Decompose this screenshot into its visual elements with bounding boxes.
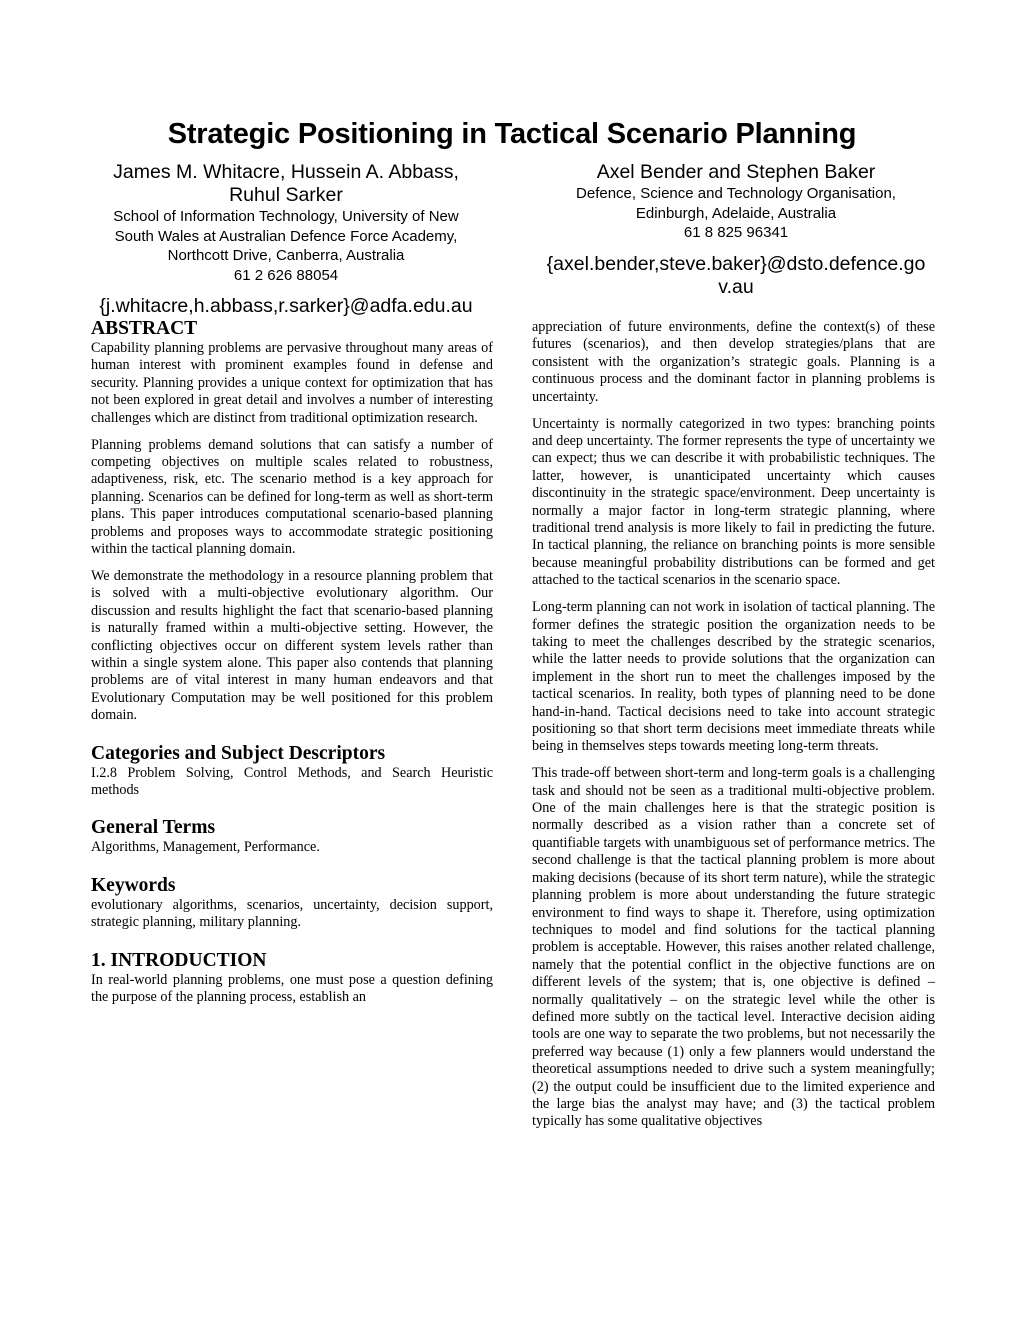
affiliation-line: School of Information Technology, University of New (113, 208, 459, 225)
author-names-line: Axel Bender and Stephen Baker (596, 161, 876, 183)
author-names (84, 161, 488, 207)
email-line: v.au (718, 275, 754, 298)
body-paragraph: Long-term planning can not work in isolation of tactical planning. The former defines the strategic position the organization needs to be taking to meet the challenges described by the strategic scenarios, while the latter needs to provide solutions that the organization can implement in the short run to meet the challenges imposed by the tactical scenarios. In reality, both types of planning need to be done hand-in-hand. Tactical decisions need to take into account strategic positioning so that short term decisions meet immediate threats while being in themselves steps towards meeting long-term threats. (532, 599, 935, 755)
affiliation-line: South Wales at Australian Defence Force Academy, (114, 227, 458, 245)
author-affiliation (84, 207, 488, 285)
body-paragraph: This trade-off between short-term and long-term goals is a challenging task and should not be seen as a traditional multi-objective problem. One of the main challenges here is that the strategic position is normally described as a vision rather than a concrete set of quantifiable targets with unambiguous set of performance metrics. The second challenge is that the tactical planning problem is more about making decisions (because of its short term nature), while the strategic planning problem is more about understanding the future strategic environment to find ways to shape it. Therefore, using optimization techniques to model and find solutions for the tactical planning problem is acceptable. However, this raises another related challenge, namely that the potential conflict in the objective functions are on different levels of the system; that is, one objective is defined – normally qualitatively – on the strategic level while the other is defined more subtly on the tactical level. Interactive decision aiding tools are one way to separate the two problems, but not necessarily the preferred way because (1) only a few planners would understand the theoretical assumptions needed to drive such a system meaningfully; (2) the output could be insufficient due to the limited experience and the large bias the analyst may have; and (3) the tactical problem typically has some qualitative objectives (532, 765, 935, 1130)
author-email: {j.whitacre,h.abbass,r.sarker}@adfa.edu.au (99, 295, 473, 317)
categories-heading: Categories and Subject Descriptors (91, 742, 386, 764)
abstract-paragraph: We demonstrate the methodology in a resource planning problem that is solved with a multi-objective evolutionary algorithm. Our discussion and results highlight the fact that scenario-based planning is naturally framed within a multi-objective setting. However, the conflicting objectives occur on different system levels rather than within a single system alone. This paper also contends that planning problems are of vital interest in many human endeavors and that Evolutionary Computation may be well positioned for this problem domain. (91, 567, 493, 724)
email-line: {axel.bender,steve.baker}@dsto.defence.go (546, 252, 926, 275)
author-names-line: James M. Whitacre, Hussein A. Abbass, (113, 161, 459, 183)
author-names (536, 161, 936, 184)
introduction-text: In real-world planning problems, one must pose a question defining the purpose of the planning process, establish an (91, 971, 493, 1005)
author-affiliation (536, 184, 936, 243)
author-email (536, 253, 936, 299)
paper-title: Strategic Positioning in Tactical Scenario Planning (167, 118, 857, 150)
keywords-heading: Keywords (91, 874, 176, 896)
author-names-line: Ruhul Sarker (229, 184, 343, 206)
keywords-text: evolutionary algorithms, scenarios, uncertainty, decision support, strategic planning, military planning. (91, 896, 493, 931)
introduction-heading: 1. INTRODUCTION (91, 949, 267, 971)
abstract-heading: ABSTRACT (91, 318, 198, 339)
affiliation-line: 61 2 626 88054 (233, 266, 339, 284)
abstract-paragraph: Capability planning problems are pervasive throughout many areas of human interest with prominent examples found in defense and security. Planning provides a unique context for optimization that has not been explored in great detail and involves a number of interesting challenges which are distinct from traditional optimization research. (91, 340, 493, 426)
body-paragraph: appreciation of future environments, define the context(s) of these futures (scenarios), and then develop strategies/plans that are consistent with the organization’s strategic goals. Planning is a continuous process and the dominant factor in planning problems is uncertainty. (532, 319, 935, 405)
affiliation-line: Northcott Drive, Canberra, Australia (167, 247, 405, 264)
affiliation-line: 61 8 825 96341 (683, 224, 789, 241)
body-paragraph: Uncertainty is normally categorized in two types: branching points and deep uncertainty. The former represents the type of uncertainty we can expect; thus we can describe it with probabilistic techniques. The latter, however, is unanticipated uncertainty which causes discontinuity in the strategic space/environment. Deep uncertainty is normally a major factor in long-term strategic planning, where traditional trend analysis is more likely to fail in predicting the future. In tactical planning, the reliance on branching points is more sensible because meaningful probability distributions can be formed and get attached to the tactical scenarios in the scenario space. (532, 415, 935, 589)
affiliation-line: Defence, Science and Technology Organisation, (576, 185, 896, 202)
categories-text: I.2.8 Problem Solving, Control Methods, and Search Heuristic methods (91, 764, 493, 798)
right-column (532, 319, 935, 1140)
authors-left (84, 161, 488, 318)
authors-right (536, 161, 936, 299)
abstract-paragraph: Planning problems demand solutions that can satisfy a number of competing objectives on multiple scales related to robustness, adaptiveness, risk, etc. The scenario method is a key approach for planning. Scenarios can be defined for long-term as well as short-term plans. This paper introduces computational scenario-based planning problems and proposes ways to accommodate strategic positioning within the tactical planning domain. (91, 436, 493, 557)
general-terms-text: Algorithms, Management, Performance. (91, 839, 320, 856)
affiliation-line: Edinburgh, Adelaide, Australia (635, 204, 837, 222)
left-column (91, 318, 493, 1016)
general-terms-heading: General Terms (91, 817, 216, 839)
